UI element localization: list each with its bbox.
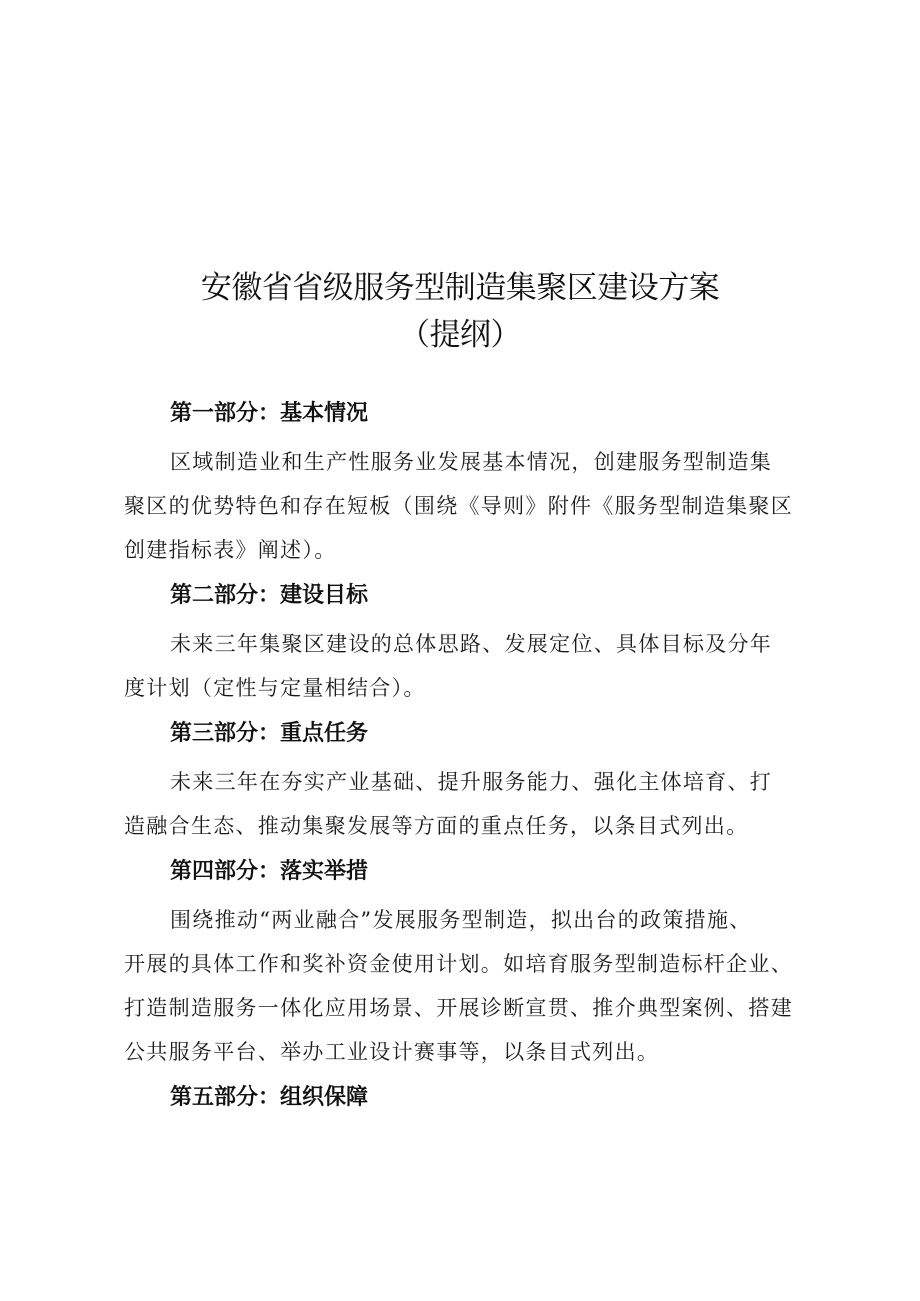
section-key-tasks <box>124 714 812 848</box>
body-line: 未来三年集聚区建设的总体思路、发展定位、具体目标及分年 <box>170 632 773 656</box>
body-line: 聚区的优势特色和存在短板（围绕《导则》附件《服务型制造集聚区 <box>124 494 793 518</box>
section-basic-situation <box>124 394 812 572</box>
section-body <box>124 760 812 848</box>
section-body <box>124 898 812 1074</box>
section-heading: 第二部分：建设目标 <box>170 583 369 608</box>
section-body <box>124 622 812 710</box>
body-line: 区域制造业和生产性服务业发展基本情况，创建服务型制造集 <box>170 450 773 474</box>
section-organizational-guarantee <box>124 1078 812 1118</box>
section-heading: 第五部分：组织保障 <box>170 1085 369 1110</box>
section-body <box>124 440 812 572</box>
document-title: 安徽省省级服务型制造集聚区建设方案 <box>200 270 720 306</box>
body-line: 公共服务平台、举办工业设计赛事等，以条目式列出。 <box>124 1040 660 1064</box>
body-line: 打造制造服务一体化应用场景、开展诊断宣贯、推介典型案例、搭建 <box>124 996 793 1020</box>
body-line: 创建指标表》阐述）。 <box>124 538 337 562</box>
section-construction-goals <box>124 576 812 710</box>
body-line: 开展的具体工作和奖补资金使用计划。如培育服务型制造标杆企业、 <box>124 952 793 976</box>
section-heading: 第四部分：落实举措 <box>170 859 369 884</box>
section-heading: 第三部分：重点任务 <box>170 721 369 746</box>
section-heading: 第一部分：基本情况 <box>170 401 369 426</box>
document-subtitle: （提纲） <box>399 317 521 353</box>
body-line: 围绕推动“两业融合”发展服务型制造，拟出台的政策措施、 <box>170 908 752 932</box>
body-line: 度计划（定性与定量相结合）。 <box>124 676 426 700</box>
outline-content <box>124 394 812 1124</box>
body-line: 造融合生态、推动集聚发展等方面的重点任务，以条目式列出。 <box>124 814 749 838</box>
section-implementation-measures <box>124 852 812 1074</box>
body-line: 未来三年在夯实产业基础、提升服务能力、强化主体培育、打 <box>170 770 773 794</box>
